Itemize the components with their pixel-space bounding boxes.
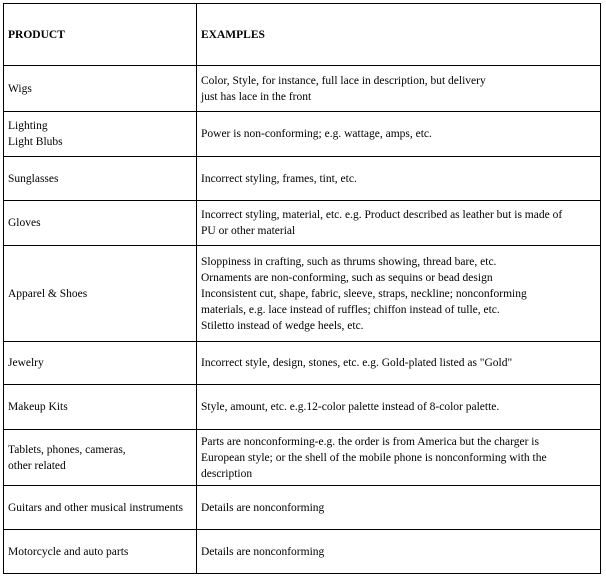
examples-line: Inconsistent cut, shape, fabric, sleeve, straps, neckline; nonconforming <box>201 287 527 300</box>
table-row <box>4 530 601 574</box>
table-row <box>4 112 601 157</box>
table-body <box>4 66 601 574</box>
product-line: Gloves <box>8 217 41 229</box>
product-line: other related <box>8 459 66 472</box>
product-cell <box>4 246 197 342</box>
header-product: PRODUCT <box>4 4 197 66</box>
examples-line: Style, amount, etc. e.g.12-color palette instead of 8-color palette. <box>201 401 500 413</box>
examples-cell <box>197 430 601 486</box>
product-line: Wigs <box>8 82 32 95</box>
table-row <box>4 430 601 486</box>
product-line: Jewelry <box>8 357 44 369</box>
product-line: Light Blubs <box>8 136 63 148</box>
product-cell <box>4 157 197 201</box>
product-line: Tablets, phones, cameras, <box>8 443 126 456</box>
examples-cell <box>197 486 601 530</box>
product-examples-table <box>3 3 601 574</box>
header-examples: EXAMPLES <box>197 4 601 66</box>
product-cell <box>4 486 197 530</box>
examples-line: description <box>201 467 253 480</box>
product-cell <box>4 112 197 157</box>
product-cell <box>4 385 197 430</box>
product-line: Lighting <box>8 120 48 132</box>
examples-line: Incorrect style, design, stones, etc. e.g. Gold-plated listed as "Gold" <box>201 357 513 369</box>
examples-cell <box>197 342 601 385</box>
examples-cell <box>197 385 601 430</box>
examples-line: just has lace in the front <box>201 90 312 103</box>
product-line: Apparel & Shoes <box>8 287 88 300</box>
product-line: Motorcycle and auto parts <box>8 545 129 558</box>
examples-cell <box>197 66 601 112</box>
examples-line: Sloppiness in crafting, such as thrums showing, thread bare, etc. <box>201 255 497 268</box>
examples-line: Power is non-conforming; e.g. wattage, amps, etc. <box>201 128 432 140</box>
examples-line: Incorrect styling, material, etc. e.g. Product described as leather but is made of <box>201 209 563 221</box>
table-row <box>4 385 601 430</box>
product-cell <box>4 342 197 385</box>
examples-line: Ornaments are non-conforming, such as sequins or bead design <box>201 271 493 284</box>
examples-cell <box>197 530 601 574</box>
examples-line: Parts are nonconforming-e.g. the order is from America but the charger is <box>201 435 539 448</box>
product-cell <box>4 201 197 246</box>
table-row <box>4 486 601 530</box>
examples-cell <box>197 157 601 201</box>
product-line: Makeup Kits <box>8 401 68 413</box>
table-row <box>4 157 601 201</box>
product-cell <box>4 66 197 112</box>
table-row <box>4 246 601 342</box>
examples-line: PU or other material <box>201 225 296 237</box>
examples-line: Incorrect styling, frames, tint, etc. <box>201 172 357 185</box>
product-cell <box>4 530 197 574</box>
product-line: Sunglasses <box>8 172 59 185</box>
examples-line: European style; or the shell of the mobile phone is nonconforming with the <box>201 451 547 464</box>
examples-cell <box>197 201 601 246</box>
product-cell <box>4 430 197 486</box>
examples-line: Color, Style, for instance, full lace in description, but delivery <box>201 74 486 87</box>
product-line: Guitars and other musical instruments <box>8 501 184 514</box>
examples-line: Details are nonconforming <box>201 545 325 558</box>
table-row <box>4 201 601 246</box>
table-row <box>4 342 601 385</box>
examples-line: Stiletto instead of wedge heels, etc. <box>201 319 364 332</box>
examples-cell <box>197 246 601 342</box>
examples-line: Details are nonconforming <box>201 501 325 514</box>
table-row <box>4 66 601 112</box>
header-row <box>4 4 601 66</box>
examples-cell <box>197 112 601 157</box>
examples-line: materials, e.g. lace instead of ruffles; chiffon instead of tulle, etc. <box>201 303 500 316</box>
